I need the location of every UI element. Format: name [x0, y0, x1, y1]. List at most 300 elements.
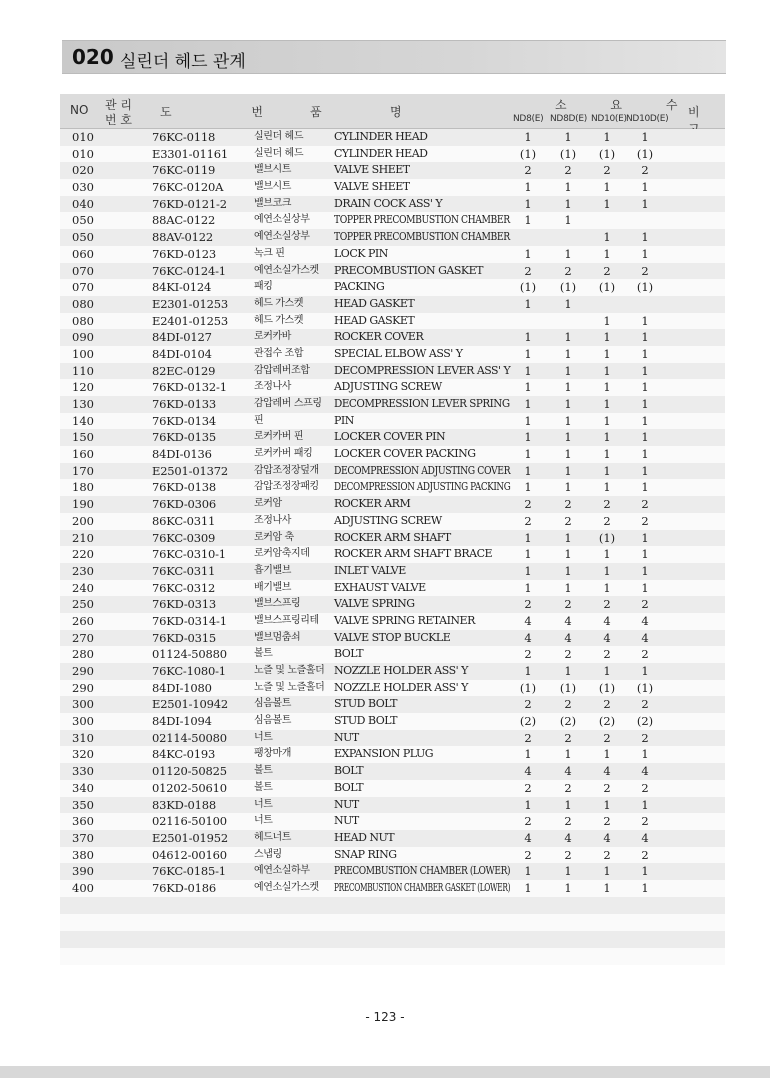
row-part-number: 76KC-0309 [152, 530, 216, 545]
row-qty-nd10d: 2 [641, 847, 649, 862]
row-qty-nd10d: 1 [641, 130, 649, 144]
row-korean-name: 로커암 [254, 498, 282, 510]
row-qty-nd8d: 1 [564, 196, 572, 211]
header-model-nd10d: ND10D(E) [626, 114, 669, 124]
row-qty-nd10d: 1 [641, 447, 649, 462]
row-no: 300 [72, 714, 94, 729]
row-qty-nd10d: 4 [641, 764, 649, 779]
row-qty-nd10: 1 [603, 346, 611, 361]
row-no: 090 [72, 330, 94, 345]
row-part-number: 82EC-0129 [152, 363, 216, 378]
row-korean-name: 실린더 헤드 [254, 147, 304, 159]
row-qty-nd8: (1) [519, 146, 537, 161]
row-part-number: 76KD-0306 [152, 497, 217, 512]
row-qty-nd8d: 1 [564, 296, 572, 311]
row-korean-name: 패킹 [254, 281, 273, 293]
header-myeong: 명 [390, 105, 402, 119]
row-part-number: 76KD-0135 [152, 430, 217, 445]
table-row [60, 563, 725, 580]
header-model-nd8d: ND8D(E) [550, 114, 587, 124]
table-row [60, 246, 725, 263]
row-english-name: NUT [334, 797, 359, 811]
row-no: 260 [72, 613, 94, 628]
row-qty-nd8d: 1 [564, 880, 572, 895]
row-part-number: E2501-01372 [152, 463, 228, 478]
table-row [60, 413, 725, 430]
row-qty-nd10: (1) [598, 280, 616, 295]
row-no: 320 [72, 747, 94, 762]
row-english-name: NOZZLE HOLDER ASS' Y [334, 680, 468, 694]
row-qty-nd8d: 1 [564, 563, 572, 578]
row-korean-name: 실린더 헤드 [254, 131, 304, 142]
row-qty-nd10d: 4 [641, 613, 649, 628]
section-title-bar [62, 40, 726, 74]
row-english-name: TOPPER PRECOMBUSTION CHAMBER [334, 230, 510, 244]
row-korean-name: 로커카버 핀 [254, 431, 304, 443]
row-korean-name: 볼트 [254, 781, 273, 793]
row-qty-nd10d: 2 [641, 163, 649, 178]
row-qty-nd8d: 2 [564, 730, 572, 745]
header-no: NO [70, 103, 89, 117]
row-qty-nd8: 4 [524, 764, 532, 779]
row-qty-nd8: 1 [524, 430, 532, 445]
row-korean-name: 감압조정장패킹 [254, 481, 319, 493]
row-part-number: 76KD-0133 [152, 397, 217, 411]
row-qty-nd8d: 1 [564, 363, 572, 378]
row-qty-nd8d: 1 [564, 463, 572, 478]
row-english-name: VALVE SHEET [334, 180, 410, 194]
table-row [60, 229, 725, 246]
row-no: 050 [72, 213, 94, 228]
row-qty-nd8d: 2 [564, 647, 572, 662]
row-part-number: 76KD-0138 [152, 480, 217, 495]
row-english-name: CYLINDER HEAD [334, 146, 428, 160]
table-header [60, 94, 725, 129]
row-qty-nd8: 1 [524, 130, 532, 144]
row-english-name: NUT [334, 814, 359, 828]
row-qty-nd10d: 1 [641, 397, 649, 411]
row-qty-nd10: 2 [603, 497, 611, 512]
row-qty-nd10: 1 [603, 413, 611, 428]
row-qty-nd10d: 1 [641, 246, 649, 261]
row-qty-nd8d: 2 [564, 847, 572, 862]
row-korean-name: 볼트 [254, 648, 273, 660]
row-qty-nd8: 1 [524, 213, 532, 228]
table-row [60, 797, 725, 814]
row-english-name: CYLINDER HEAD [334, 130, 428, 143]
row-english-name: SNAP RING [334, 847, 397, 861]
row-part-number: 76KC-0311 [152, 563, 216, 578]
row-korean-name: 조정나사 [254, 514, 292, 526]
row-qty-nd10d: 1 [641, 180, 649, 195]
row-qty-nd10: 1 [603, 130, 611, 144]
row-no: 020 [72, 163, 94, 178]
row-part-number: 84DI-1080 [152, 680, 212, 695]
row-part-number: E2501-01952 [152, 830, 228, 845]
row-qty-nd10d: 1 [641, 563, 649, 578]
row-qty-nd8d: 2 [564, 814, 572, 829]
row-no: 330 [72, 764, 94, 779]
row-qty-nd8d: 1 [564, 530, 572, 545]
row-qty-nd8: (1) [519, 680, 537, 695]
row-qty-nd8: 1 [524, 346, 532, 361]
table-row [60, 646, 725, 663]
row-english-name: LOCKER COVER PACKING [334, 447, 476, 461]
row-no: 110 [72, 363, 94, 378]
row-no: 220 [72, 547, 94, 562]
row-part-number: E2501-10942 [152, 697, 228, 712]
section-title: 실린더 헤드 관계 [120, 52, 246, 72]
row-part-number: 76KC-0124-1 [152, 263, 226, 278]
row-part-number: 76KC-0310-1 [152, 547, 226, 562]
row-qty-nd8: 2 [524, 847, 532, 862]
row-english-name: PRECOMBUSTION CHAMBER (LOWER) [334, 864, 511, 878]
row-part-number: 88AC-0122 [152, 213, 216, 228]
row-korean-name: 밸브코크 [254, 197, 292, 209]
row-part-number: 76KC-0119 [152, 163, 216, 178]
row-qty-nd10: 2 [603, 647, 611, 662]
row-english-name: HEAD GASKET [334, 296, 415, 310]
row-qty-nd10: 1 [603, 330, 611, 345]
row-qty-nd8: 2 [524, 647, 532, 662]
row-qty-nd10d: (2) [636, 714, 654, 729]
row-english-name: VALVE SPRING RETAINER [334, 613, 475, 627]
row-english-name: ROCKER ARM [334, 497, 411, 511]
row-english-name: VALVE STOP BUCKLE [334, 630, 451, 644]
row-qty-nd10: (1) [598, 530, 616, 545]
table-row [60, 162, 725, 179]
row-qty-nd8d: 1 [564, 480, 572, 495]
row-no: 240 [72, 580, 94, 595]
row-qty-nd8d: 4 [564, 630, 572, 645]
row-qty-nd10: 1 [603, 864, 611, 879]
row-qty-nd10: 1 [603, 380, 611, 395]
row-korean-name: 밸브시트 [254, 164, 292, 176]
row-qty-nd10d: 2 [641, 647, 649, 662]
row-english-name: PIN [334, 413, 354, 427]
row-qty-nd10: 2 [603, 847, 611, 862]
row-part-number: 76KC-1080-1 [152, 664, 226, 678]
row-qty-nd8: 1 [524, 530, 532, 545]
table-row [60, 847, 725, 864]
row-english-name: VALVE SHEET [334, 163, 410, 177]
row-qty-nd10: 1 [603, 430, 611, 445]
row-korean-name: 감압레버 스프링 [254, 398, 322, 409]
row-qty-nd10d: 2 [641, 513, 649, 528]
row-qty-nd8: 1 [524, 563, 532, 578]
row-qty-nd10: 2 [603, 697, 611, 712]
row-qty-nd10: 1 [603, 180, 611, 195]
row-qty-nd10: 4 [603, 764, 611, 779]
table-body [60, 129, 725, 897]
table-row [60, 813, 725, 830]
row-qty-nd8d: 2 [564, 263, 572, 278]
row-korean-name: 밸브시트 [254, 181, 292, 193]
row-part-number: 84KC-0193 [152, 747, 216, 762]
row-qty-nd8: 1 [524, 880, 532, 895]
section-number: 020 [72, 45, 114, 69]
row-qty-nd8: 1 [524, 413, 532, 428]
row-qty-nd8: 4 [524, 613, 532, 628]
row-qty-nd10: 1 [603, 196, 611, 211]
row-qty-nd10: 1 [603, 563, 611, 578]
row-part-number: 76KD-0123 [152, 246, 217, 261]
row-qty-nd8: 1 [524, 664, 532, 678]
row-qty-nd8: 1 [524, 363, 532, 378]
table-row [60, 129, 725, 146]
row-qty-nd8d: 1 [564, 797, 572, 812]
row-qty-nd10d: 4 [641, 830, 649, 845]
table-row [60, 630, 725, 647]
row-no: 270 [72, 630, 94, 645]
row-english-name: EXPANSION PLUG [334, 747, 434, 761]
row-korean-name: 헤드너트 [254, 831, 292, 843]
row-qty-nd8: 2 [524, 814, 532, 829]
row-qty-nd8: (1) [519, 280, 537, 295]
row-qty-nd10: (1) [598, 146, 616, 161]
table-row [60, 613, 725, 630]
row-qty-nd10: 2 [603, 163, 611, 178]
row-no: 150 [72, 430, 94, 445]
row-korean-name: 헤드 가스켓 [254, 297, 304, 309]
row-part-number: 76KC-0118 [152, 130, 216, 144]
row-qty-nd8d: 2 [564, 513, 572, 528]
row-qty-nd10: 4 [603, 630, 611, 645]
row-qty-nd8d: 1 [564, 547, 572, 562]
row-no: 370 [72, 830, 94, 845]
row-part-number: E3301-01161 [152, 146, 228, 161]
row-qty-nd8: 1 [524, 480, 532, 495]
row-qty-nd10: 1 [603, 547, 611, 562]
table-row [60, 146, 725, 163]
row-qty-nd10d: 1 [641, 346, 649, 361]
row-qty-nd10: 2 [603, 597, 611, 612]
row-korean-name: 예연소실상부 [254, 214, 310, 226]
row-qty-nd10d: 1 [641, 547, 649, 562]
row-qty-nd10d: 1 [641, 664, 649, 678]
row-qty-nd8d: 1 [564, 380, 572, 395]
row-qty-nd8: 4 [524, 630, 532, 645]
row-no: 050 [72, 230, 94, 245]
row-qty-nd10: 1 [603, 480, 611, 495]
row-qty-nd8: 2 [524, 730, 532, 745]
row-qty-nd10d: 1 [641, 747, 649, 762]
row-no: 120 [72, 380, 94, 395]
row-qty-nd8d: 1 [564, 130, 572, 144]
row-korean-name: 로커카바 [254, 331, 292, 343]
row-qty-nd8d: 4 [564, 830, 572, 845]
row-korean-name: 노즐 및 노즐홀더 [254, 681, 325, 693]
row-no: 170 [72, 463, 94, 478]
row-qty-nd10: 1 [603, 880, 611, 895]
row-english-name: NUT [334, 730, 359, 744]
row-no: 040 [72, 196, 94, 211]
row-qty-nd10d: 1 [641, 313, 649, 328]
row-no: 130 [72, 397, 94, 411]
row-part-number: 84DI-0104 [152, 346, 212, 361]
row-no: 010 [72, 130, 94, 144]
row-korean-name: 로커암 축 [254, 531, 294, 543]
row-no: 140 [72, 413, 94, 428]
row-qty-nd8: 2 [524, 697, 532, 712]
row-qty-nd8d: 4 [564, 764, 572, 779]
row-qty-nd10: (2) [598, 714, 616, 729]
row-qty-nd8: 1 [524, 547, 532, 562]
table-row [60, 313, 725, 330]
row-english-name: SPECIAL ELBOW ASS' Y [334, 346, 463, 360]
row-qty-nd8: 2 [524, 497, 532, 512]
row-part-number: 76KD-0313 [152, 597, 217, 612]
row-english-name: ADJUSTING SCREW [334, 380, 442, 394]
row-korean-name: 녹크 핀 [254, 247, 285, 259]
row-no: 010 [72, 146, 94, 161]
table-row [60, 179, 725, 196]
row-english-name: BOLT [334, 780, 364, 794]
row-korean-name: 감압조정장덮개 [254, 464, 319, 476]
row-qty-nd8: 1 [524, 580, 532, 595]
page-number: - 123 - [365, 1010, 405, 1024]
row-qty-nd10: 1 [603, 797, 611, 812]
row-qty-nd8d: 2 [564, 163, 572, 178]
row-english-name: DECOMPRESSION LEVER ASS' Y [334, 363, 511, 377]
row-no: 070 [72, 280, 94, 295]
row-qty-nd10: 1 [603, 747, 611, 762]
row-qty-nd8d: 1 [564, 747, 572, 762]
table-row [60, 663, 725, 680]
row-no: 190 [72, 497, 94, 512]
row-qty-nd10d: 1 [641, 363, 649, 378]
row-qty-nd10d: 1 [641, 430, 649, 445]
row-qty-nd8d: 1 [564, 413, 572, 428]
table-row [60, 429, 725, 446]
row-english-name: DRAIN COCK ASS' Y [334, 196, 443, 210]
row-no: 210 [72, 530, 94, 545]
row-qty-nd8d: 1 [564, 447, 572, 462]
row-qty-nd8: 1 [524, 296, 532, 311]
blank-row [60, 948, 725, 965]
row-no: 180 [72, 480, 94, 495]
row-korean-name: 예연소실가스켓 [254, 881, 319, 893]
header-part-number: 도 번 [160, 105, 301, 119]
row-qty-nd10: 1 [603, 463, 611, 478]
row-part-number: 01120-50825 [152, 764, 227, 779]
row-qty-nd10: 1 [603, 230, 611, 245]
row-korean-name: 너트 [254, 731, 273, 743]
row-qty-nd10: 1 [603, 363, 611, 378]
row-no: 400 [72, 880, 94, 895]
row-no: 350 [72, 797, 94, 812]
row-qty-nd8: 2 [524, 263, 532, 278]
table-row [60, 379, 725, 396]
header-model-nd10: ND10(E) [591, 114, 627, 124]
row-qty-nd10: 1 [603, 246, 611, 261]
row-part-number: 86KC-0311 [152, 513, 216, 528]
row-korean-name: 너트 [254, 815, 273, 827]
row-korean-name: 볼트 [254, 765, 273, 777]
row-part-number: 84DI-0127 [152, 330, 212, 345]
table-row [60, 530, 725, 547]
row-english-name: ROCKER COVER [334, 330, 424, 344]
row-qty-nd8d: 2 [564, 697, 572, 712]
table-row [60, 279, 725, 296]
row-qty-nd10: 1 [603, 580, 611, 595]
row-korean-name: 로커카버 패킹 [254, 448, 313, 460]
row-qty-nd10: 2 [603, 814, 611, 829]
row-part-number: E2301-01253 [152, 296, 228, 311]
row-english-name: ADJUSTING SCREW [334, 513, 442, 527]
table-row [60, 463, 725, 480]
row-english-name: ROCKER ARM SHAFT [334, 530, 451, 544]
parts-table [60, 94, 725, 965]
row-english-name: DECOMPRESSION ADJUSTING COVER [334, 463, 511, 477]
row-part-number: 76KD-0314-1 [152, 613, 227, 628]
row-korean-name: 헤드 가스켓 [254, 314, 304, 326]
row-qty-nd8d: 1 [564, 864, 572, 879]
row-no: 380 [72, 847, 94, 862]
row-qty-nd10d: 2 [641, 597, 649, 612]
header-gwanri-2: 번 호 [105, 113, 132, 127]
row-qty-nd8d: (1) [559, 146, 577, 161]
row-qty-nd8: 2 [524, 163, 532, 178]
table-row [60, 596, 725, 613]
row-qty-nd8: 1 [524, 330, 532, 345]
table-row [60, 580, 725, 597]
row-qty-nd8: 4 [524, 830, 532, 845]
row-qty-nd8d: (2) [559, 714, 577, 729]
row-qty-nd10d: 2 [641, 730, 649, 745]
row-qty-nd10d: 1 [641, 880, 649, 895]
table-row [60, 396, 725, 413]
row-qty-nd10d: 1 [641, 196, 649, 211]
row-korean-name: 스냅링 [254, 848, 282, 860]
header-quantity: 소 요 수 [555, 98, 698, 112]
row-qty-nd10: 2 [603, 513, 611, 528]
row-korean-name: 관접수 조합 [254, 347, 304, 359]
row-english-name: ROCKER ARM SHAFT BRACE [334, 547, 493, 561]
row-no: 300 [72, 697, 94, 712]
row-qty-nd8: 1 [524, 180, 532, 195]
row-korean-name: 팽창마개 [254, 748, 292, 760]
row-part-number: 84KI-0124 [152, 280, 212, 295]
row-no: 060 [72, 246, 94, 261]
row-part-number: 76KC-0120A [152, 180, 224, 195]
header-model-nd8: ND8(E) [513, 114, 544, 124]
table-row [60, 880, 725, 897]
row-qty-nd8: 2 [524, 597, 532, 612]
row-qty-nd10d: 4 [641, 630, 649, 645]
row-korean-name: 노즐 및 노즐홀더 [254, 665, 325, 676]
row-english-name: PACKING [334, 280, 385, 294]
table-row [60, 329, 725, 346]
row-qty-nd10: 1 [603, 447, 611, 462]
table-row [60, 730, 725, 747]
row-qty-nd10: 2 [603, 730, 611, 745]
row-korean-name: 핀 [254, 414, 264, 426]
table-row [60, 713, 725, 730]
row-qty-nd8d: (1) [559, 680, 577, 695]
table-row [60, 863, 725, 880]
row-part-number: 01202-50610 [152, 780, 227, 795]
row-part-number: 02114-50080 [152, 730, 227, 745]
row-qty-nd10d: 1 [641, 530, 649, 545]
row-korean-name: 심음볼트 [254, 698, 292, 710]
row-qty-nd8: (2) [519, 714, 537, 729]
table-row [60, 263, 725, 280]
row-part-number: 76KD-0132-1 [152, 380, 227, 395]
table-row [60, 546, 725, 563]
row-english-name: LOCK PIN [334, 246, 388, 260]
blank-row [60, 931, 725, 948]
